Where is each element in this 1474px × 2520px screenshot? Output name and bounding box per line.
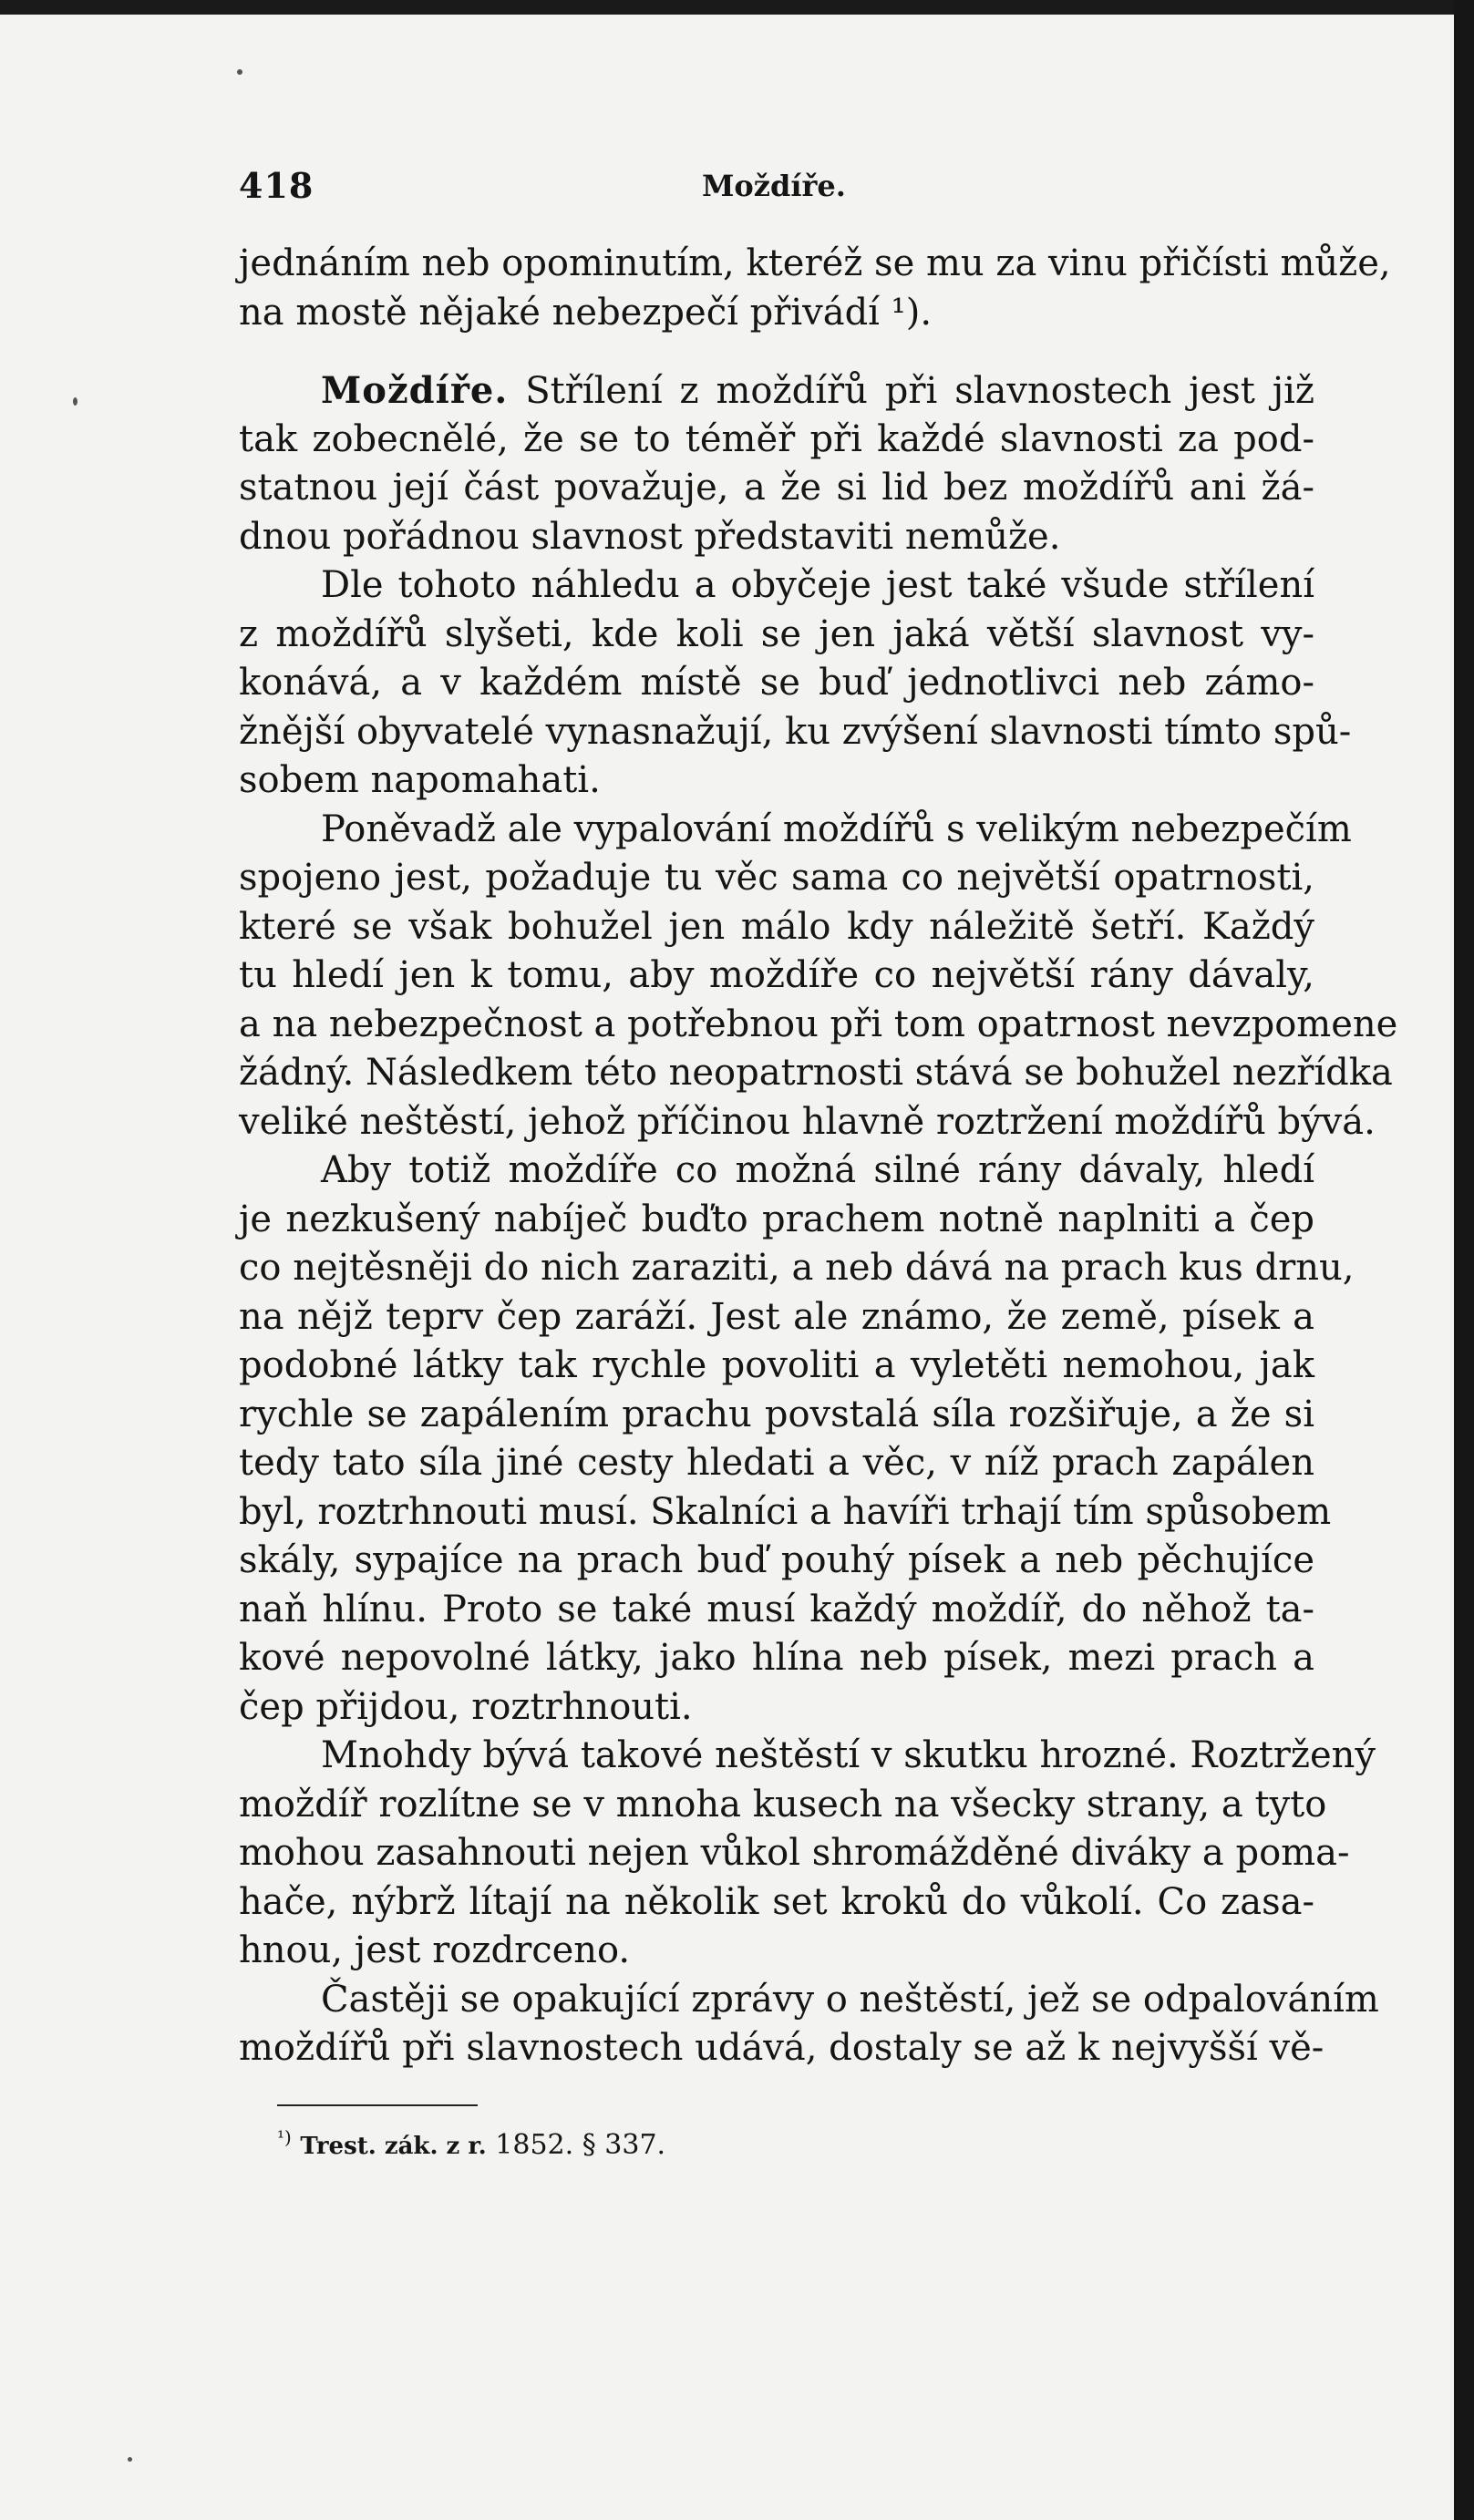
text-block [239, 165, 1398, 2165]
text-line: moždíř rozlítne se v mnoha kusech na všecky strany, a tyto [239, 1783, 1327, 1826]
text-line: co nejtěsněji do nich zaraziti, a neb dává na prach kus drnu, [239, 1247, 1355, 1289]
footnote-section-number: 337. [604, 2128, 666, 2161]
text-line: čep přijdou, roztrhnouti. [239, 1685, 693, 1728]
footnote-year: 1852. [495, 2128, 574, 2161]
text-line: kové nepovolné látky, jako hlína neb písek, mezi prach a [239, 1637, 1314, 1679]
text-line: které se však bohužel jen málo kdy náležitě šetří. Každý [239, 905, 1314, 948]
section-heading: Moždíře. [321, 369, 509, 412]
text-line: tak zobecnělé, že se to téměř při každé slavnosti za pod- [239, 417, 1314, 460]
text-line: a na nebezpečnost a potřebnou při tom opatrnost nevzpomene [239, 1003, 1398, 1045]
text-line: sobem napomahati. [239, 759, 601, 801]
text-line: byl, roztrhnouti musí. Skalníci a havíři trhají tím spůsobem [239, 1490, 1332, 1533]
book-page [0, 15, 1454, 2520]
text-line: rychle se zapálením prachu povstalá síla rozšiřuje, a že si [239, 1393, 1314, 1435]
text-line: tedy tato síla jiné cesty hledati a věc, v níž prach zapálen [239, 1442, 1314, 1484]
section-first-line [239, 366, 1314, 416]
text-line: tu hledí jen k tomu, aby moždíře co největší rány dávaly, [239, 954, 1314, 996]
text-line: Častěji se opakující zprávy o neštěstí, jež se odpalováním [321, 1978, 1379, 2021]
text-line: naň hlínu. Proto se také musí každý moždíř, do něhož ta- [239, 1588, 1314, 1630]
running-head [239, 165, 1314, 220]
text-span: Střílení z moždířů při slavnostech jest již [525, 370, 1314, 412]
text-line: skály, sypajíce na prach buď pouhý písek a neb pěchujíce [239, 1539, 1314, 1581]
text-line: podobné látky tak rychle povoliti a vyletěti nemohou, jak [239, 1344, 1314, 1386]
text-line: na nějž teprv čep zaráží. Jest ale známo, že země, písek a [239, 1295, 1314, 1338]
page-number: 418 [239, 165, 314, 206]
section-gap [239, 337, 1314, 366]
text-line: z moždířů slyšeti, kde koli se jen jaká větší slavnost vy- [239, 612, 1314, 655]
footnote-mark: ¹) [277, 2125, 292, 2148]
text-line: hnou, jest rozdrceno. [239, 1929, 631, 1971]
footnote-abbrev: Trest. zák. z r. [300, 2132, 487, 2160]
text-line: statnou její část považuje, a že si lid bez moždířů ani žá- [239, 467, 1314, 509]
footnote [277, 2119, 1314, 2165]
paper-speck [73, 397, 77, 406]
section-sign: § [582, 2128, 596, 2161]
scan-border-right [1454, 0, 1474, 2520]
scan-border-top [0, 0, 1474, 15]
text-line: konává, a v každém místě se buď jednotlivci neb zámo- [239, 662, 1314, 704]
text-line: Mnohdy bývá takové neštěstí v skutku hrozné. Roztržený [321, 1734, 1376, 1776]
text-line: Aby totiž moždíře co možná silné rány dávaly, hledí [321, 1149, 1314, 1191]
text-line: Dle tohoto náhledu a obyčeje jest také všude střílení [321, 564, 1314, 606]
text-line: žnější obyvatelé vynasnažují, ku zvýšení slavnosti tímto spů- [239, 710, 1352, 753]
text-line: jednáním neb opominutím, kteréž se mu za vinu přičísti může, [239, 242, 1391, 284]
text-line: veliké neštěstí, jehož příčinou hlavně roztržení moždířů bývá. [239, 1100, 1376, 1143]
text-line: dnou pořádnou slavnost představiti nemůže. [239, 515, 1061, 558]
paper-speck [128, 2457, 132, 2462]
text-line: mohou zasahnouti nejen vůkol shromážděné diváky a poma- [239, 1832, 1350, 1874]
footnote-rule [277, 2104, 478, 2106]
text-line: moždířů při slavnostech udává, dostaly se až k nejvyšší vě- [239, 2027, 1325, 2069]
text-line: je nezkušený nabíječ buďto prachem notně naplniti a čep [239, 1198, 1314, 1240]
text-line: spojeno jest, požaduje tu věc sama co největší opatrnosti, [239, 857, 1314, 899]
running-title: Moždíře. [702, 169, 846, 203]
text-line: žádný. Následkem této neopatrnosti stává se bohužel nezřídka [239, 1052, 1393, 1094]
paper-speck [237, 69, 242, 75]
text-line: hače, nýbrž lítají na několik set kroků do vůkolí. Co zasa- [239, 1880, 1314, 1923]
text-line: na mostě nějaké nebezpečí přivádí ¹). [239, 291, 933, 334]
text-line: Poněvadž ale vypalování moždířů s velikým nebezpečím [321, 807, 1352, 850]
